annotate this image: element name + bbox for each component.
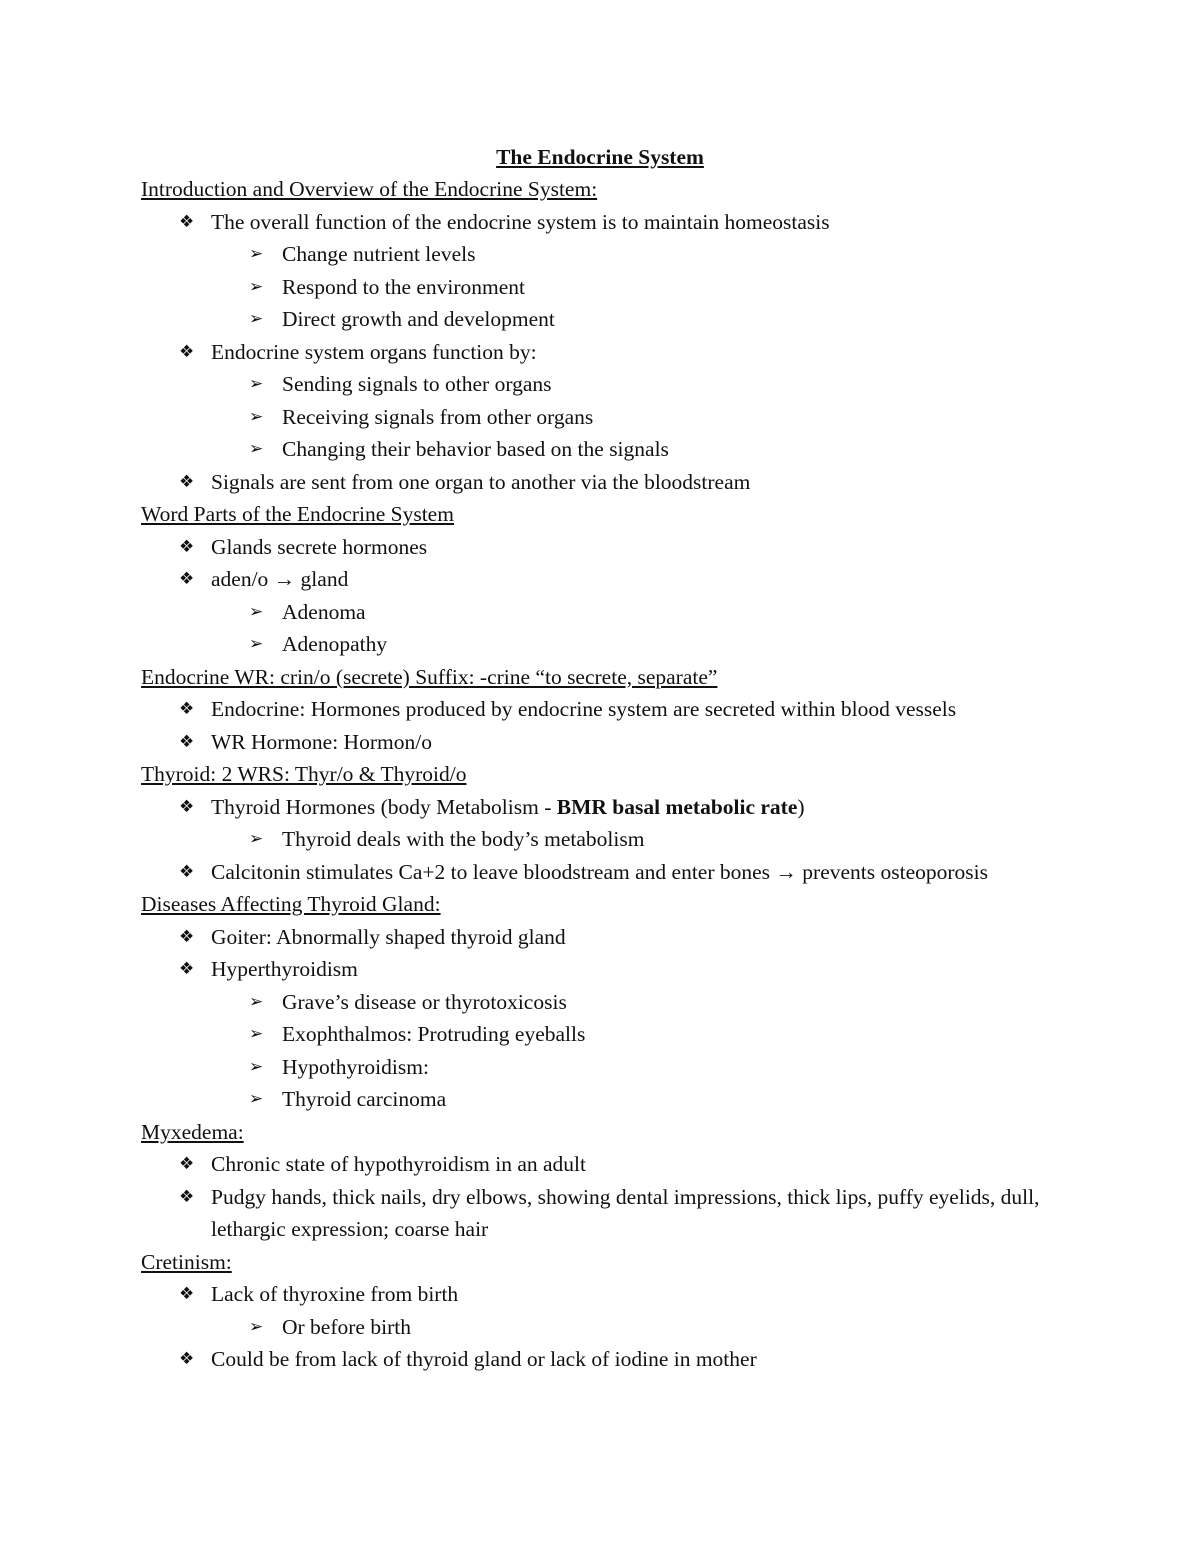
list-item: [141, 1148, 1061, 1181]
list-item-text: WR Hormone: Hormon/o: [211, 729, 432, 754]
list-item-bold-text: BMR basal metabolic rate: [556, 794, 798, 819]
sub-list-item: [141, 986, 1061, 1019]
sub-list-item-text: Adenopathy: [282, 632, 388, 656]
list-item: [141, 1278, 1061, 1311]
list-item: [141, 693, 1061, 726]
list-item: [141, 953, 1061, 986]
list-item-text: Thyroid Hormones (body Metabolism -: [211, 794, 557, 819]
sub-list-item-text: Direct growth and development: [282, 307, 555, 331]
sub-list-item: [141, 433, 1061, 466]
arrowhead-bullet-icon: ➢: [249, 991, 264, 1012]
four-diamond-bullet-icon: ❖: [179, 926, 195, 947]
list-item-text: The overall function of the endocrine system is to maintain homeostasis: [211, 209, 830, 234]
list-item-text: Chronic state of hypothyroidism in an adult: [211, 1152, 587, 1176]
arrowhead-bullet-icon: ➢: [249, 829, 264, 849]
four-diamond-bullet-icon: ❖: [179, 959, 195, 979]
list-item: [141, 336, 1061, 369]
arrowhead-bullet-icon: ➢: [249, 439, 264, 459]
four-diamond-bullet-icon: ❖: [179, 471, 195, 492]
list-item-text: Endocrine system organs function by:: [211, 339, 537, 364]
section-heading-myxedema: Myxedema:: [141, 1119, 244, 1144]
list-item: [141, 921, 1061, 954]
sub-list-item-text: Hypothyroidism:: [282, 1054, 429, 1079]
sub-list-item-text: Exophthalmos: Protruding eyeballs: [282, 1022, 586, 1046]
arrowhead-bullet-icon: ➢: [249, 309, 264, 329]
sub-list-item: [141, 1051, 1061, 1084]
section-heading-thyroid: Thyroid: 2 WRS: Thyr/o & Thyroid/o: [141, 762, 467, 786]
arrowhead-bullet-icon: ➢: [249, 374, 264, 394]
list-item-text: Calcitonin stimulates Ca+2 to leave bloodstream and enter bones → prevents osteoporosis: [211, 859, 989, 884]
four-diamond-bullet-icon: ❖: [179, 1186, 195, 1207]
arrowhead-bullet-icon: ➢: [249, 634, 264, 654]
list-item-text: Goiter: Abnormally shaped thyroid gland: [211, 924, 566, 949]
sub-list-item: [141, 238, 1061, 271]
sub-list-item-text: Sending signals to other organs: [282, 372, 552, 396]
list-item: [141, 726, 1061, 759]
four-diamond-bullet-icon: ❖: [179, 1349, 195, 1369]
list-item-text: Pudgy hands, thick nails, dry elbows, showing dental impressions, thick lips, puffy eyelids, dull, lethargic expression; coarse hair: [211, 1184, 1040, 1241]
arrowhead-bullet-icon: ➢: [249, 601, 264, 622]
sub-list-item: [141, 628, 1061, 661]
sub-list-item: [141, 271, 1061, 304]
four-diamond-bullet-icon: ❖: [179, 211, 195, 232]
sub-list-item-text: Thyroid deals with the body’s metabolism: [282, 827, 645, 851]
four-diamond-bullet-icon: ❖: [179, 731, 195, 752]
four-diamond-bullet-icon: ❖: [179, 699, 195, 719]
section-heading-word-parts: Word Parts of the Endocrine System: [141, 502, 454, 526]
arrowhead-bullet-icon: ➢: [249, 1089, 264, 1109]
sub-list-item: [141, 401, 1061, 434]
sub-list-item-text: Respond to the environment: [282, 274, 526, 299]
list-item: [141, 531, 1061, 564]
sub-list-item: [141, 368, 1061, 401]
four-diamond-bullet-icon: ❖: [179, 341, 195, 362]
arrowhead-bullet-icon: ➢: [249, 276, 264, 297]
list-item: [141, 791, 1061, 824]
sub-list-item: [141, 1311, 1061, 1344]
sub-list-item-text: Grave’s disease or thyrotoxicosis: [282, 989, 567, 1014]
sub-list-item: [141, 1083, 1061, 1116]
sub-list-item-text: Thyroid carcinoma: [282, 1087, 447, 1111]
arrowhead-bullet-icon: ➢: [249, 406, 264, 427]
list-item-text: Signals are sent from one organ to another via the bloodstream: [211, 469, 751, 494]
sub-list-item-text: Receiving signals from other organs: [282, 404, 594, 429]
sub-list-item: [141, 303, 1061, 336]
arrowhead-bullet-icon: ➢: [249, 1056, 264, 1077]
sub-list-item-text: Adenoma: [282, 599, 366, 624]
sub-list-item: [141, 596, 1061, 629]
sub-list-item: [141, 1018, 1061, 1051]
list-item-text-end: ): [797, 794, 805, 819]
list-item-text: Glands secrete hormones: [211, 534, 428, 559]
section-heading-cretinism: Cretinism:: [141, 1249, 232, 1274]
list-item-text: Endocrine: Hormones produced by endocrine system are secreted within blood vessels: [211, 697, 957, 721]
sub-list-item-text: Or before birth: [282, 1314, 411, 1339]
list-item-text: Hyperthyroidism: [211, 957, 358, 981]
arrowhead-bullet-icon: ➢: [249, 244, 264, 264]
section-heading-introduction: Introduction and Overview of the Endocrine System:: [141, 177, 598, 201]
list-item-text: Lack of thyroxine from birth: [211, 1282, 459, 1306]
list-item: [141, 1181, 1061, 1246]
four-diamond-bullet-icon: ❖: [179, 569, 195, 589]
four-diamond-bullet-icon: ❖: [179, 536, 195, 557]
list-item: [141, 856, 1061, 889]
four-diamond-bullet-icon: ❖: [179, 861, 195, 882]
sub-list-item-text: Change nutrient levels: [282, 242, 476, 266]
four-diamond-bullet-icon: ❖: [179, 1284, 195, 1304]
arrowhead-bullet-icon: ➢: [249, 1316, 264, 1337]
sub-list-item: [141, 823, 1061, 856]
four-diamond-bullet-icon: ❖: [179, 796, 195, 817]
arrowhead-bullet-icon: ➢: [249, 1024, 264, 1044]
list-item: [141, 1343, 1061, 1376]
list-item: [141, 466, 1061, 499]
document-body: [141, 173, 1061, 1376]
list-item: [141, 206, 1061, 239]
sub-list-item-text: Changing their behavior based on the signals: [282, 437, 669, 461]
list-item: [141, 563, 1061, 596]
document-title: The Endocrine System: [496, 145, 704, 169]
four-diamond-bullet-icon: ❖: [179, 1154, 195, 1174]
list-item-text: aden/o → gland: [211, 567, 349, 591]
section-heading-diseases: Diseases Affecting Thyroid Gland:: [141, 892, 441, 916]
section-heading-endocrine-wr: Endocrine WR: crin/o (secrete) Suffix: -crine “to secrete, separate”: [141, 664, 718, 689]
list-item-text: Could be from lack of thyroid gland or lack of iodine in mother: [211, 1347, 757, 1371]
